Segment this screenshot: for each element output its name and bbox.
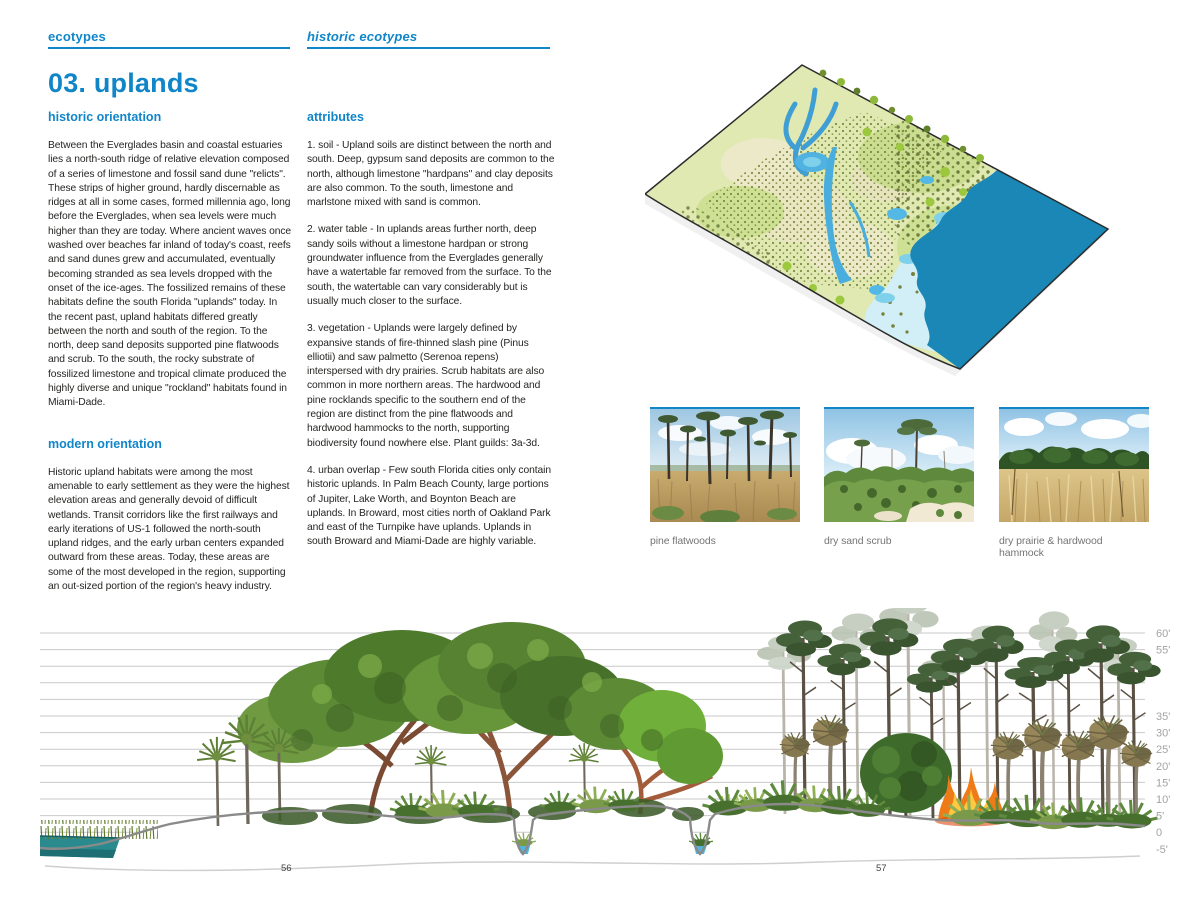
photo-frame: [824, 407, 974, 524]
pine-flatwoods-image: [650, 409, 800, 522]
dry-prairie-image: [999, 409, 1149, 522]
attribute-vegetation: 3. vegetation - Uplands were largely defined by expansive stands of fire-thinned slash pine (Pinus elliotii) and saw palmetto (Serenoa repens) interspersed with dry prairies. Scrub habitats are also common in more northern areas. The hardwood and pine rocklands specific to the southern end of the region are distinct from the pine flatwoods and hardwood hammocks to the north, supporting biodiversity found nowhere else. Plant guilds: 3a-3d.: [307, 323, 545, 449]
ecotype-section-illustration: [40, 608, 1190, 880]
elevation-label: 25': [1156, 744, 1171, 757]
attribute-urban-overlap: 4. urban overlap - Few south Florida cities only contain historic uplands. In Palm Beach County, large portions of Jupiter, Lake Worth, and Boynton Beach are uplands. In Broward, most cities north of Oakland Park and east of the Turnpike have uplands. Uplands in south Broward and Miami-Dade are highly variable.: [307, 464, 551, 548]
photo-dry-sand-scrub: [824, 407, 974, 547]
photo-caption: pine flatwoods: [650, 535, 716, 547]
photo-frame: [650, 407, 800, 524]
page-title: 03. uplands: [48, 68, 199, 98]
historic-orientation-body: Between the Everglades basin and coastal estuaries lies a north-south ridge of relative elevation composed of a series of limestone and fossil sand dune "relicts". These strips of higher ground, hardly discernable as ridges at all in some cases, formed millennia ago, long before the Everglades, when sea levels were much higher than they are today. Where ancient waves once washed over beaches far inland of today's coast, reefs and sand dunes grew and accumulated, eventually becoming stranded as sea levels dropped with the onset of the ice-ages. The fossilized remains of these habitats define the south Florida "uplands" today. In the recent past, upland habitats differed greatly between the north and south of the region. To the north, deep sand deposits supported pine flatwoods and scrub. To the south, the rocky substrate of fossilized limestone and tropical climate produced the highly diverse and unique "rockland" habitats found in Miami-Dade.: [48, 140, 292, 409]
elevation-label: 60': [1156, 628, 1171, 640]
page-number-right: 57: [876, 863, 887, 874]
photo-pine-flatwoods: [650, 407, 800, 547]
modern-orientation-heading: modern orientation: [48, 436, 162, 451]
chapter-tab-rule: [48, 47, 290, 49]
dry-sand-scrub-image: [824, 409, 974, 522]
elevation-label: 15': [1156, 777, 1171, 790]
elevation-label: 35': [1156, 711, 1171, 723]
elevation-label: 0: [1156, 827, 1163, 840]
photo-caption: dry sand scrub: [824, 535, 892, 547]
attribute-soil: 1. soil - Upland soils are distinct between the north and south. Deep, gypsum sand deposits are common to the north, although limestone "hardpans" and clay deposits are also common. To the south, limestone and marlstone mixed with sand is common.: [307, 140, 555, 209]
historic-orientation-heading: historic orientation: [48, 110, 162, 124]
page-number-left: 56: [281, 863, 292, 874]
section-tab: historic ecotypes: [307, 29, 418, 44]
hardwood-hammock-canopy: [237, 622, 723, 818]
chapter-tab: ecotypes: [48, 29, 106, 44]
elevation-scale: [1156, 628, 1170, 856]
historic-ecotype-map-illustration: [645, 52, 1193, 392]
photo-frame: [999, 407, 1149, 524]
attributes-heading: attributes: [307, 110, 364, 124]
photo-dry-prairie-hardwood-hammock: [999, 407, 1149, 559]
elevation-label: 20': [1156, 760, 1171, 773]
attributes-column: [307, 110, 555, 563]
elevation-label: 10': [1156, 794, 1171, 806]
elevation-label: 55': [1156, 644, 1171, 657]
modern-orientation-body: Historic upland habitats were among the most amenable to early settlement as they were the highest elevation areas and generally devoid of difficult wetlands. Transit corridors like the first railways and early iterations of US-1 followed the north-south upland ridges, and the early urban centers expanded outward from these areas. Today, these areas are some of the most developed in the region, supporting an out-sized portion of the region's heavy industry.: [48, 466, 290, 593]
left-text-column: [48, 110, 293, 607]
elevation-label: 30': [1156, 727, 1171, 740]
elevation-label: -5': [1156, 843, 1168, 856]
photo-caption: dry prairie & hardwood hammock: [999, 535, 1103, 559]
attribute-water-table: 2. water table - In uplands areas further north, deep sandy soils without a limestone hardpan or strong groundwater influence from the Everglades generally have a watertable far removed from the surface. To the south, the watertable can vary considerably but is usually much closer to the surface.: [307, 224, 552, 307]
section-tab-rule: [307, 47, 550, 49]
elevation-label: 5': [1156, 810, 1165, 823]
